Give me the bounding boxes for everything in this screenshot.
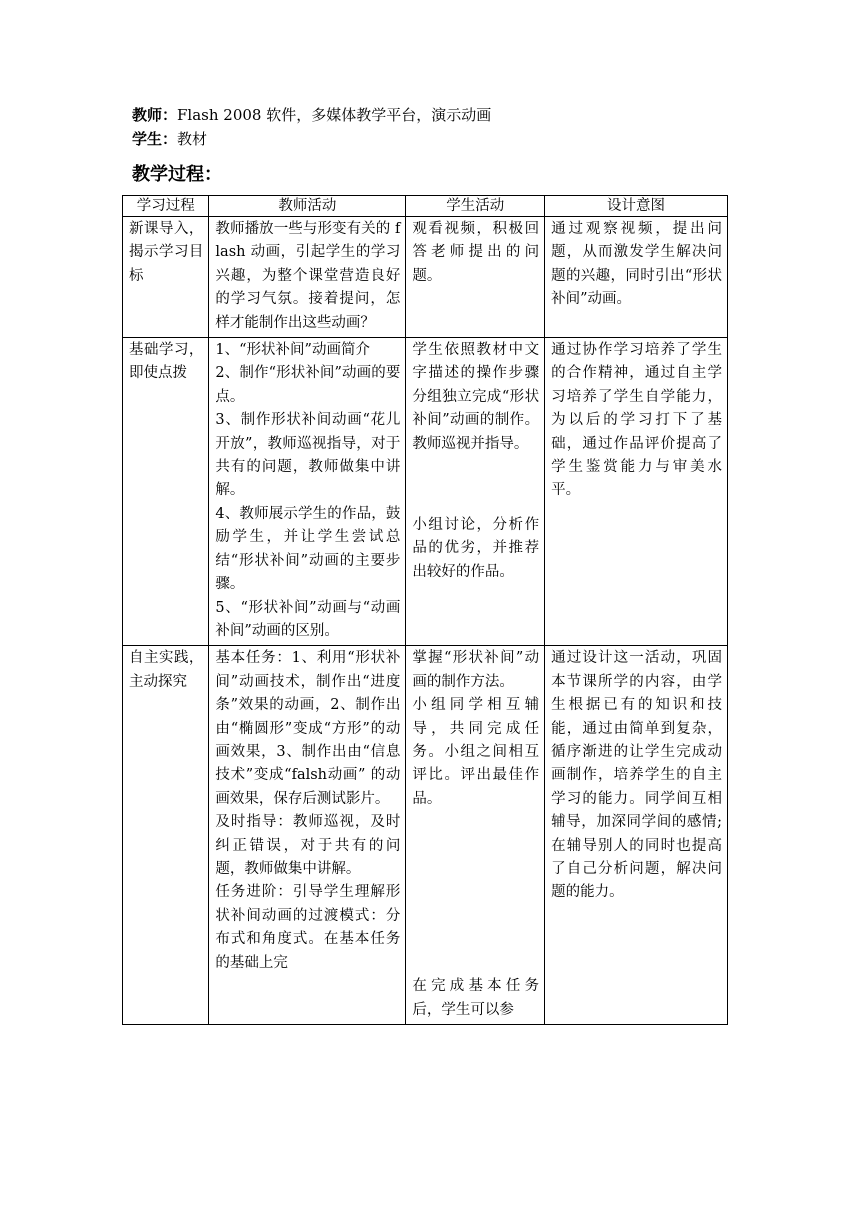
teacher-activity-item: 任务进阶：引导学生理解形状补间动画的过渡模式：分布式和角度式。在基本任务的基础上完 bbox=[215, 884, 401, 971]
section-heading: 教学过程： bbox=[132, 164, 222, 185]
student-activity-cell bbox=[406, 217, 545, 338]
teacher-activity-item: 5、“形状补间”动画与“动画补间”动画的区别。 bbox=[215, 599, 401, 639]
student-activity-cell bbox=[406, 646, 545, 1025]
student-activity-cell bbox=[406, 338, 545, 646]
header-teacher-activity: 教师活动 bbox=[209, 196, 406, 217]
stage-cell: 自主实践，主动探究 bbox=[123, 646, 209, 1025]
teacher-label: 教师： bbox=[132, 106, 178, 124]
spacer bbox=[412, 811, 539, 975]
table-row bbox=[123, 338, 728, 646]
teacher-materials-line bbox=[132, 104, 491, 126]
design-intent-cell: 通过观察视频，提出问题，从而激发学生解决问题的兴趣，同时引出“形状补间”动画。 bbox=[545, 217, 728, 338]
teacher-activity-cell bbox=[209, 338, 406, 646]
student-activity-item: 在完成基本任务后，学生可以参 bbox=[412, 978, 540, 1018]
header-design-intent: 设计意图 bbox=[545, 196, 728, 217]
student-activity-item: 小组同学相互辅导，共同完成任务。小组之间相互评比。评出最佳作品。 bbox=[412, 697, 540, 807]
design-intent-cell: 通过协作学习培养了学生的合作精神，通过自主学习培养了学生自学能力，为以后的学习打下了基础，通过作品评价提高了学生鉴赏能力与审美水平。 bbox=[545, 338, 728, 646]
spacer bbox=[412, 456, 539, 514]
student-materials-line bbox=[132, 128, 207, 150]
student-label: 学生： bbox=[132, 130, 178, 148]
teacher-activity-item: 及时指导：教师巡视，及时纠正错误，对于共有的问题，教师做集中讲解。 bbox=[215, 814, 401, 877]
header-stage: 学习过程 bbox=[123, 196, 209, 217]
table-row bbox=[123, 217, 728, 338]
teacher-activity-item: 2、制作“形状补间”动画的要点。 bbox=[215, 365, 401, 405]
student-activity-item: 学生依照教材中文字描述的操作步骤分组独立完成“形状补间”动画的制作。教师巡视并指导。 bbox=[412, 342, 540, 452]
teacher-activity-item: 基本任务：1、利用“形状补间”动画技术，制作出“进度条”效果的动画，2、制作出由“椭圆形”变成“方形”的动画效果，3、制作出由“信息技术”变成“falsh动画” 的动画效果，保存后测试影片。 bbox=[215, 650, 401, 807]
table-header-row bbox=[123, 196, 728, 217]
teacher-activity-cell bbox=[209, 646, 406, 1025]
teacher-activity-item: 1、“形状补间”动画简介 bbox=[215, 342, 370, 359]
stage-cell: 新课导入，揭示学习目标 bbox=[123, 217, 209, 338]
student-activity-item: 小组讨论，分析作品的优劣，并推荐出较好的作品。 bbox=[412, 517, 540, 580]
teacher-activity-text: 教师播放一些与形变有关的 flash 动画，引起学生的学习兴趣，为整个课堂营造良好的学习气氛。接着提问，怎样才能制作出这些动画？ bbox=[215, 221, 401, 331]
student-activity-item: 掌握“形状补间”动画的制作方法。 bbox=[412, 650, 540, 690]
student-materials-text: 教材 bbox=[177, 130, 208, 148]
student-activity-text: 观看视频，积极回答老师提出的问题。 bbox=[412, 221, 540, 284]
teacher-activity-item: 3、制作形状补间动画“花儿开放”，教师巡视指导，对于共有的问题，教师做集中讲解。 bbox=[215, 412, 401, 499]
teacher-activity-item: 4、教师展示学生的作品，鼓励学生，并让学生尝试总结“形状补间”动画的主要步骤。 bbox=[215, 505, 401, 593]
design-intent-cell: 通过设计这一活动，巩固本节课所学的内容，由学生根据已有的知识和技能，通过由简单到复杂，循序渐进的让学生完成动画制作，培养学生的自主学习的能力。同学间互相辅导，加深同学间的感情;在辅导别人的同时也提高了自己分析问题，解决问题的能力。 bbox=[545, 646, 728, 1025]
teacher-materials-text: Flash 2008 软件，多媒体教学平台，演示动画 bbox=[177, 106, 492, 124]
header-student-activity: 学生活动 bbox=[406, 196, 545, 217]
stage-cell: 基础学习，即使点拨 bbox=[123, 338, 209, 646]
teaching-process-table bbox=[122, 195, 728, 1025]
teacher-activity-cell bbox=[209, 217, 406, 338]
table-row bbox=[123, 646, 728, 1025]
